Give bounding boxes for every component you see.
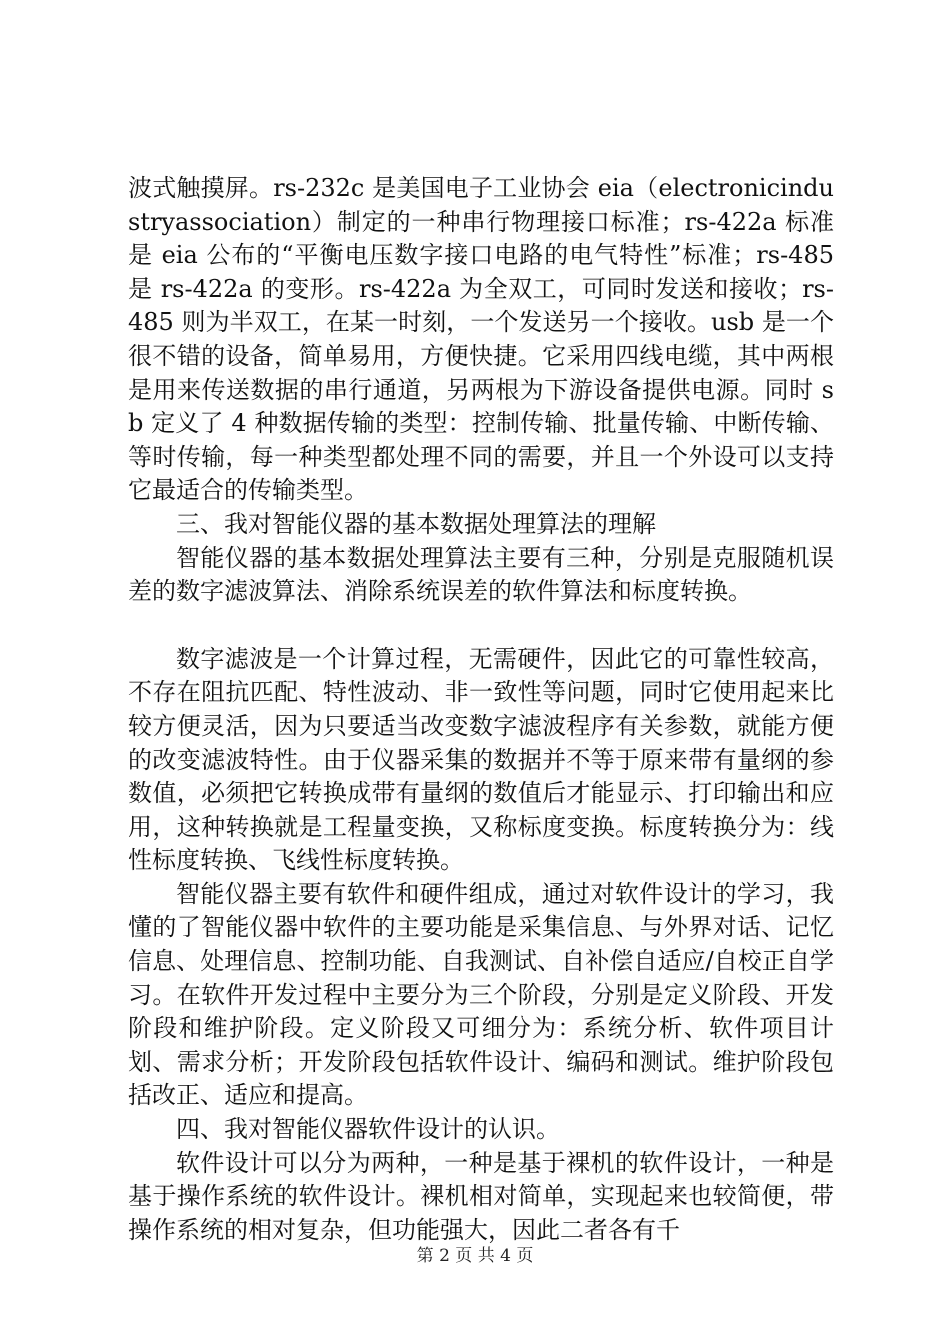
paragraph-serial-interfaces: 波式触摸屏。rs-232c 是美国电子工业协会 eia（electronicindustryassociation）制定的一种串行物理接口标准；rs-422a 标准是 eia 公布的“平衡电压数字接口电路的电气特性”标准；rs-485 是 rs-422a 的变形。rs-422a 为全双工，可同时发送和接收；rs-485 则为半双工，在某一时刻，一个发送另一个接收。usb 是一个很不错的设备，简单易用，方便快捷。它采用四线电缆，其中两根是用来传送数据的串行通道，另两根为下游设备提供电源。同时 sb 定义了 4 种数据传输的类型：控制传输、批量传输、中断传输、等时传输，每一种类型都处理不同的需要，并且一个外设可以支持它最适合的传输类型。 <box>128 174 834 505</box>
paragraph-software-design: 软件设计可以分为两种，一种是基于裸机的软件设计，一种是基于操作系统的软件设计。裸机相对简单，实现起来也较简便，带操作系统的相对复杂，但功能强大，因此二者各有千 <box>128 1148 834 1244</box>
document-body <box>128 172 834 1247</box>
paragraph-algorithms-intro: 智能仪器的基本数据处理算法主要有三种，分别是克服随机误差的数字滤波算法、消除系统误差的软件算法和标度转换。 <box>128 543 834 606</box>
section-heading-4: 四、我对智能仪器软件设计的认识。 <box>176 1115 560 1144</box>
section-heading-3: 三、我对智能仪器的基本数据处理算法的理解 <box>176 509 656 538</box>
paragraph-software-functions: 智能仪器主要有软件和硬件组成，通过对软件设计的学习，我懂的了智能仪器中软件的主要功能是采集信息、与外界对话、记忆信息、处理信息、控制功能、自我测试、自补偿自适应/自校正自学习。在软件开发过程中主要分为三个阶段，分别是定义阶段、开发阶段和维护阶段。定义阶段又可细分为：系统分析、软件项目计划、需求分析；开发阶段包括软件设计、编码和测试。维护阶段包括改正、适应和提高。 <box>128 879 834 1110</box>
paragraph-digital-filtering: 数字滤波是一个计算过程，无需硬件，因此它的可靠性较高，不存在阻抗匹配、特性波动、非一致性等问题，同时它使用起来比较方便灵活，因为只要适当改变数字滤波程序有关参数，就能方便的改变滤波特性。由于仪器采集的数据并不等于原来带有量纲的参数值，必须把它转换成带有量纲的数值后才能显示、打印输出和应用，这种转换就是工程量变换，又称标度变换。标度转换分为：线性标度转换、飞线性标度转换。 <box>128 644 834 875</box>
page-footer: 第 2 页 共 4 页 <box>416 1246 534 1266</box>
